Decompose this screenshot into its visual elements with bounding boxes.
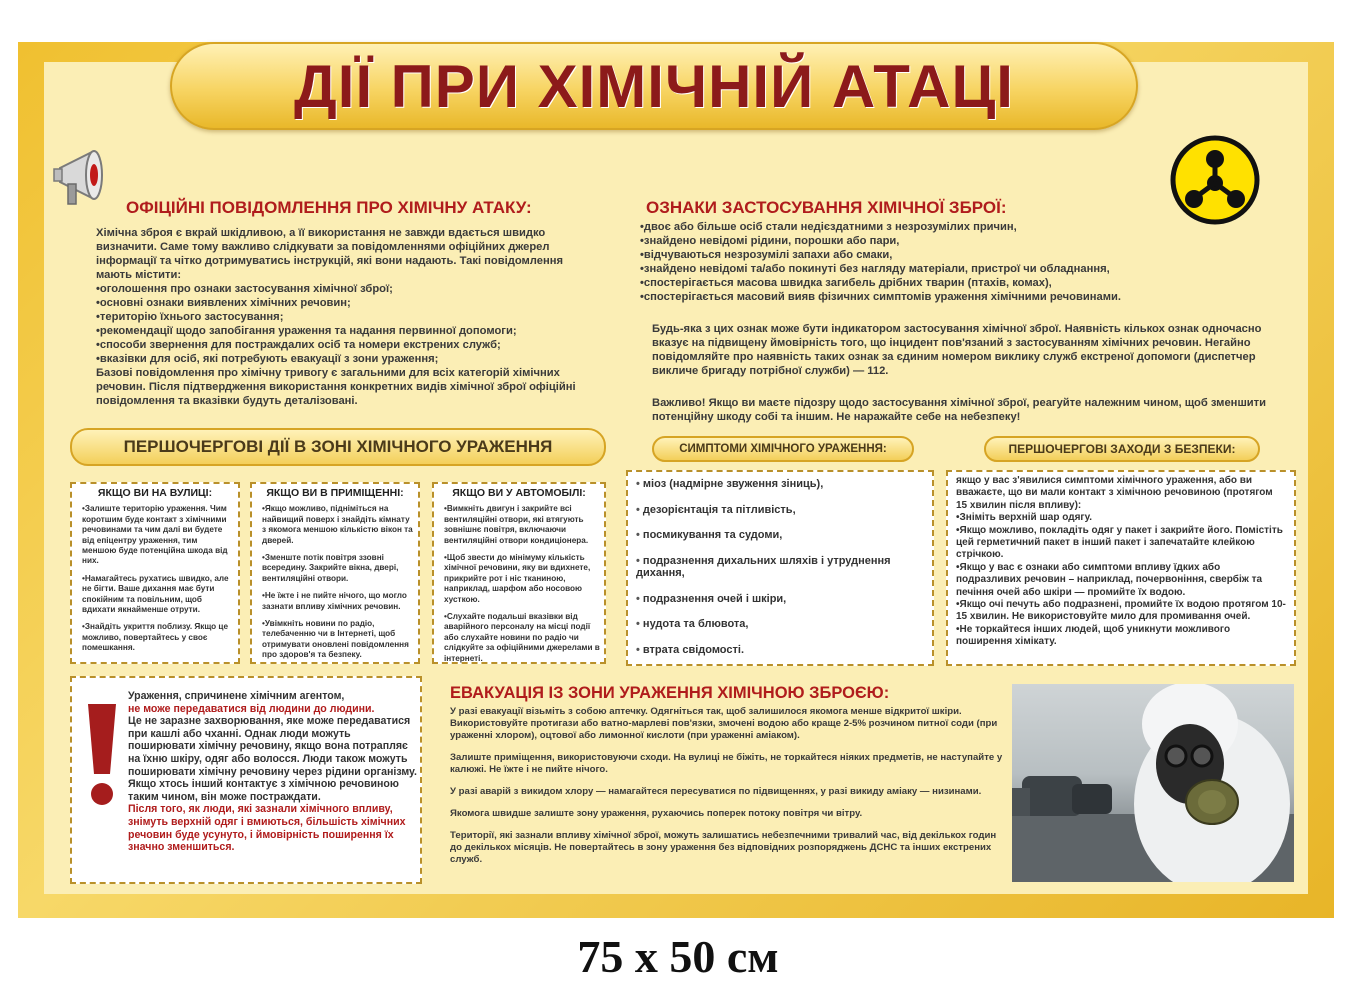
warning-box	[70, 676, 422, 884]
megaphone-icon	[52, 146, 122, 212]
warning-line-1: Ураження, спричинене хімічним агентом,	[128, 690, 345, 702]
safety-intro: якщо у вас з'явилися симптоми хімічного ураження, або ви вважаєте, що ви мали контакт з хімічною речовиною (протягом 15 хвилин після впливу):	[956, 475, 1273, 511]
signs-heading: ОЗНАКИ ЗАСТОСУВАННЯ ХІМІЧНОЇ ЗБРОЇ:	[646, 198, 1007, 217]
safety-box	[946, 470, 1296, 666]
safety-heading: ПЕРШОЧЕРГОВІ ЗАХОДИ З БЕЗПЕКИ:	[984, 436, 1260, 462]
exclamation-icon	[84, 704, 120, 808]
street-box	[70, 482, 240, 664]
list-item: • спостерігається масовий вияв фізичних симптомів ураження хімічними речовинами.	[640, 290, 1160, 304]
signs-paragraph-1: Будь-яка з цих ознак може бути індикатором застосування хімічної зброї. Наявність кількох ознак одночасно вказує на підвищену ймовірність того, що інцидент пов'язаний з застосуванням хімічних речовин. Негайно повідомляйте про наявність таких ознак за єдиним номером виклику служб екстреної допомоги (диспетчер викличе бригаду потрібної служби) — 112.	[652, 323, 1262, 377]
gas-mask-photo	[1012, 684, 1294, 882]
page-title: ДІЇ ПРИ ХІМІЧНІЙ АТАЦІ	[294, 52, 1014, 120]
warning-text	[128, 690, 418, 854]
list-item: • Не їжте і не пийте нічого, що могло зазнати впливу хімічних речовин.	[262, 591, 414, 612]
official-heading: ОФІЦІЙНІ ПОВІДОМЛЕННЯ ПРО ХІМІЧНУ АТАКУ:	[126, 198, 532, 217]
list-item: • Зменште потік повітря ззовні всередину. Закрийте вікна, двері, вентиляційні отвори.	[262, 553, 414, 584]
indoors-box	[250, 482, 420, 664]
list-item: • знайдено невідомі та/або покинуті без нагляду матеріали, пристрої чи обладнання,	[640, 262, 1160, 276]
list-item: • Увімкніть новини по радіо, телебаченню чи в Інтернеті, щоб отримувати оновлені повідомлення про здоров'я та безпеку.	[262, 619, 414, 661]
list-item: • Намагайтесь рухатись швидко, але не бігти. Ваше дихання має бути спокійним та повільним, щоб вдихати якнайменше отрути.	[82, 574, 234, 616]
evacuation-heading: ЕВАКУАЦІЯ ІЗ ЗОНИ УРАЖЕННЯ ХІМІЧНОЮ ЗБРОЄЮ:	[450, 684, 890, 702]
official-list	[96, 282, 596, 366]
list-item: • оголошення про ознаки застосування хімічної зброї;	[96, 282, 596, 296]
list-item: • нудота та блювота,	[636, 618, 932, 644]
indoors-heading: ЯКЩО ВИ В ПРИМІЩЕННІ:	[266, 487, 404, 499]
list-item: • основні ознаки виявлених хімічних речовин;	[96, 296, 596, 310]
warning-body: Це не заразне захворювання, яке може передаватися при кашлі або чханні. Однак люди можуть поширювати хімічну речовину, якщо вона потрапляє на їхню шкіру, одяг або волосся. Люди також можуть поширювати хімічну речовину через рідини організму. Якщо хтось інший контактує з хімічною речовиною таким чином, він може постраждати.	[128, 715, 417, 803]
list-item: • способи звернення для постраждалих осіб та номери екстрених служб;	[96, 338, 596, 352]
list-item: • спостерігається масова швидка загибель дрібних тварин (птахів, комах),	[640, 276, 1160, 290]
signs-list	[640, 220, 1160, 304]
symptoms-heading: СИМПТОМИ ХІМІЧНОГО УРАЖЕННЯ:	[652, 436, 914, 462]
evacuation-paragraph: Залиште приміщення, використовуючи сходи. На вулиці не біжіть, не торкайтеся ніяких предметів, не наступайте у калюжі. Не їжте і не пийте нічого.	[450, 752, 1003, 775]
symptoms-list	[628, 472, 932, 670]
warning-red-2: Після того, як люди, які зазнали хімічного впливу, знімуть верхній одяг і вмиються, більшість хімічних речовин буде усунуто, і ймовірність поширення їх значно зменшиться.	[128, 803, 406, 854]
list-item: • Зніміть верхній шар одягу.	[956, 512, 1286, 524]
list-item: • територію їхнього застосування;	[96, 310, 596, 324]
chemical-hazard-icon	[1170, 135, 1260, 225]
first-actions-heading: ПЕРШОЧЕРГОВІ ДІЇ В ЗОНІ ХІМІЧНОГО УРАЖЕННЯ	[70, 428, 606, 466]
list-item: • Щоб звести до мінімуму кількість хімічної речовини, яку ви вдихнете, прикрийте рот і ніс тканиною, наприклад, шарфом або носовою хусткою.	[444, 553, 600, 605]
list-item: • подразнення очей і шкіри,	[636, 593, 932, 619]
list-item: • Знайдіть укриття поблизу. Якщо це можливо, повертайтесь у своє помешкання.	[82, 622, 234, 653]
street-heading: ЯКЩО ВИ НА ВУЛИЦІ:	[97, 487, 213, 499]
list-item: • двоє або більше осіб стали недієздатними з незрозумілих причин,	[640, 220, 1160, 234]
list-item: • Якщо можливо, підніміться на найвищий поверх і знайдіть кімнату з якомога меншою кількістю вікон та дверей.	[262, 504, 414, 546]
list-item: • дезорієнтація та пітливість,	[636, 504, 932, 530]
warning-red-1: не може передаватися від людини до людини.	[128, 702, 375, 715]
list-item: • міоз (надмірне звуження зіниць),	[636, 478, 932, 504]
list-item: • посмикування та судоми,	[636, 529, 932, 555]
list-item: • Якщо у вас є ознаки або симптоми впливу їдких або подразливих речовин – наприклад, почервоніння, свербіж та печіння очей або шкіри — промийте їх водою.	[956, 562, 1286, 599]
official-text	[96, 226, 596, 408]
list-item: • Вимкніть двигун і закрийте всі вентиляційні отвори, які втягують зовнішнє повітря, включаючи вентиляційні отвори кондиціонера.	[444, 504, 600, 546]
car-box	[432, 482, 606, 664]
evacuation-paragraph: Якомога швидше залиште зону ураження, рухаючись поперек потоку повітря чи вітру.	[450, 808, 863, 819]
list-item: • знайдено невідомі рідини, порошки або пари,	[640, 234, 1160, 248]
list-item: • Слухайте подальші вказівки від аварійного персоналу на місці події або слухайте новини по радіо чи слідкуйте за офіційними джерелами в інтернеті.	[444, 612, 600, 664]
list-item: • вказівки для осіб, які потребують евакуації з зони ураження;	[96, 352, 596, 366]
official-intro: Хімічна зброя є вкрай шкідливою, а її використання не завжди вдається швидко визначити. Саме тому важливо слідкувати за повідомленнями офіційних джерел інформації та чітко дотримуватись інструкцій, які вони надають. Такі повідомлення мають містити:	[96, 227, 564, 281]
car-heading: ЯКЩО ВИ У АВТОМОБІЛІ:	[452, 487, 586, 499]
list-item: • рекомендації щодо запобігання ураження та надання первинної допомоги;	[96, 324, 596, 338]
list-item: • Якщо очі печуть або подразнені, промийте їх водою протягом 10-15 хвилин. Не використовуйте мило для промивання очей.	[956, 599, 1286, 624]
symptoms-box	[626, 470, 934, 666]
list-item: • подразнення дихальних шляхів і утруднення дихання,	[636, 555, 932, 593]
gas-mask-illustration	[1012, 684, 1294, 882]
list-item: • втрата свідомості.	[636, 644, 932, 670]
size-label: 75 x 50 см	[577, 931, 779, 982]
safety-list	[956, 512, 1286, 648]
title-band	[170, 42, 1138, 130]
list-item: • Залиште територію ураження. Чим коротшим буде контакт з хімічними речовинами та чим далі ви будете від епіцентру ураження, тим меншою буде потенційна шкода від них.	[82, 504, 234, 566]
evacuation-paragraph: У разі евакуації візьміть з собою аптечку. Одягніться так, щоб залишилося якомога менше відкритої шкіри. Використовуйте протигази або ватно-марлеві пов'язки, змочені водою або краще 2-5% розчином питної соди (при ураженні хлором), оцтової або лимонної кислоти (при ураженні аміаком).	[450, 706, 998, 741]
evacuation-paragraph: Території, які зазнали впливу хімічної зброї, можуть залишатись небезпечними тривалий час, від декількох годин до декількох місяців. Не повертайтесь в зону ураження без відповідних розпоряджень ДСНС та інших екстрених служб.	[450, 830, 997, 865]
signs-paragraph-2: Важливо! Якщо ви маєте підозру щодо застосування хімічної зброї, реагуйте належним чином, щоб зменшити потенційну шкоду собі та іншим. Не наражайте себе на небезпеку!	[652, 397, 1266, 423]
list-item: • Не торкайтеся інших людей, щоб уникнути можливого поширення хімікату.	[956, 624, 1286, 649]
evacuation-text	[450, 706, 1004, 866]
evacuation-paragraph: У разі аварій з викидом хлору — намагайтеся пересуватися по підвищеннях, у разі викиду аміаку — низинами.	[450, 786, 982, 797]
signs-list-block	[640, 220, 1160, 304]
list-item: • відчуваються незрозумілі запахи або смаки,	[640, 248, 1160, 262]
official-outro: Базові повідомлення про хімічну тривогу є загальними для всіх категорій хімічних речовин. Після підтвердження використання конкретних видів хімічної зброї офіційні повідомлення та вказівки будуть деталізовані.	[96, 367, 576, 407]
list-item: • Якщо можливо, покладіть одяг у пакет і закрийте його. Помістіть цей герметичний пакет в інший пакет і запечатайте клейкою стрічкою.	[956, 525, 1286, 562]
